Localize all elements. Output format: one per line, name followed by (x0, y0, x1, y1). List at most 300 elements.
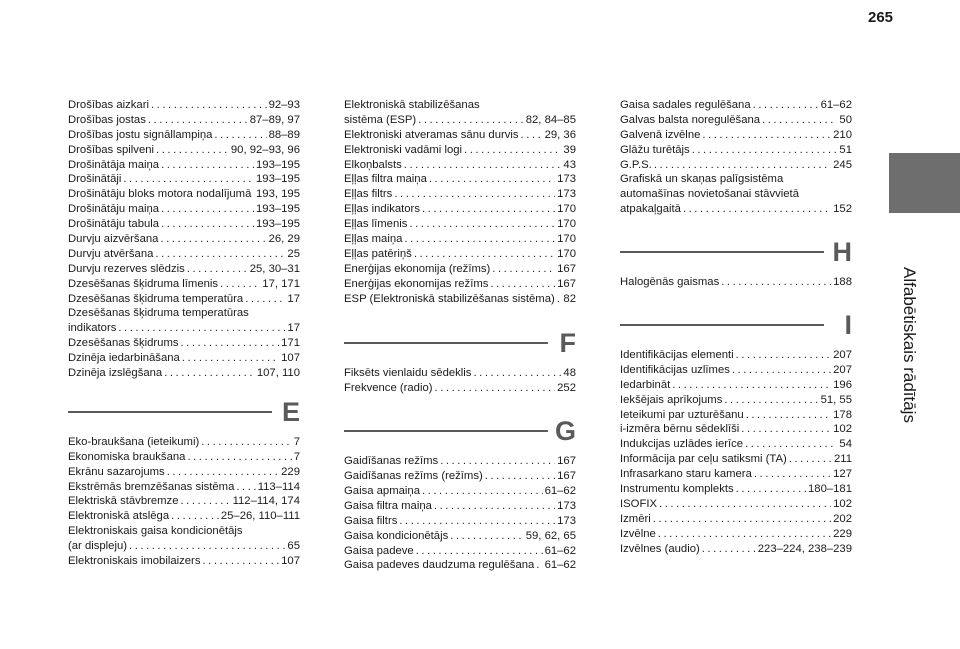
entry-text: Eļļas patēriņš (344, 247, 412, 260)
entry-text: Elektroniski atveramas sānu durvis (344, 128, 519, 141)
index-entry (68, 172, 300, 187)
index-entry (620, 143, 852, 158)
index-entry (68, 336, 300, 351)
entry-pages: 229 (281, 465, 300, 478)
entry-text: Enerģijas ekonomijas režīms (344, 277, 489, 290)
side-title-text: Alfabētiskais rādītājs (900, 266, 919, 423)
section-rule (68, 411, 272, 413)
entry-text: Eļļas maiņa (344, 233, 403, 246)
leader-dots (236, 480, 255, 495)
entry-group (68, 435, 300, 524)
index-entry (344, 172, 576, 187)
leader-dots (683, 202, 831, 217)
index-entry (620, 422, 852, 437)
entry-pages: 65 (287, 540, 300, 553)
leader-dots (434, 499, 555, 514)
entry-pages: 252 (557, 382, 576, 395)
index-entry (68, 262, 300, 277)
leader-dots (409, 217, 555, 232)
entry-group (344, 366, 576, 396)
leader-dots (692, 143, 838, 158)
leader-dots (736, 482, 806, 497)
entry-text: Drošinātāja maiņa (68, 158, 160, 171)
leader-dots (123, 172, 254, 187)
section-letter: E (281, 396, 300, 427)
section-header-e (68, 397, 300, 427)
leader-dots (220, 277, 260, 292)
leader-dots (557, 292, 562, 307)
index-entry (68, 232, 300, 247)
entry-pages: 39 (563, 143, 576, 156)
entry-pages: 92–93 (268, 99, 300, 111)
leader-dots (422, 484, 543, 499)
entry-pages: 29, 36 (544, 128, 576, 141)
leader-dots (654, 158, 831, 173)
index-column-1 (68, 98, 300, 569)
entry-pages: 127 (833, 468, 852, 481)
entry-text: Identifikācijas uzlīmes (620, 363, 730, 376)
index-entry (68, 113, 300, 128)
index-entry (68, 202, 300, 217)
entry-pages: 25 (287, 247, 300, 260)
entry-text: indikators (68, 322, 117, 335)
entry-pages: 193–195 (256, 218, 300, 231)
entry-pages: 61–62 (820, 99, 852, 111)
entry-pages: 82 (563, 292, 576, 305)
index-entry (344, 499, 576, 514)
leader-dots (422, 202, 555, 217)
entry-pages: 152 (833, 203, 852, 216)
index-entry (68, 217, 300, 232)
leader-dots (118, 321, 285, 336)
index-entry (68, 187, 300, 202)
leader-dots (754, 467, 831, 482)
leader-dots (161, 217, 254, 232)
index-entry (68, 292, 300, 307)
index-entry (68, 435, 300, 450)
index-entry (344, 202, 576, 217)
index-entry (344, 514, 576, 529)
entry-line: Dzesēšanas šķidruma temperatūras (68, 307, 249, 320)
entry-text: Eļļas filtrs (344, 188, 393, 201)
entry-pages: 25, 30–31 (249, 262, 300, 275)
entry-pages: 102 (833, 423, 852, 436)
entry-pages: 170 (557, 203, 576, 216)
leader-dots (658, 527, 831, 542)
entry-pages: 107 (281, 352, 300, 365)
leader-dots (253, 187, 254, 202)
entry-text: Durvju rezerves slēdzis (68, 262, 185, 275)
leader-dots (736, 348, 831, 363)
entry-pages: 178 (833, 408, 852, 421)
entry-pages: 54 (839, 438, 852, 451)
leader-dots (414, 247, 555, 262)
page-number: 265 (868, 9, 894, 26)
entry-text: Dzesēšanas šķidruma temperatūra (68, 292, 244, 305)
index-entry (620, 408, 852, 423)
entry-text: Informācija par ceļu satiksmi (TA) (620, 453, 787, 466)
leader-dots (171, 509, 219, 524)
index-entry (344, 292, 576, 307)
entry-text: Eļļas filtra maiņa (344, 173, 427, 186)
leader-dots (429, 172, 555, 187)
index-entry (620, 98, 852, 113)
section-rule (620, 324, 824, 326)
entry-text: Drošinātāju maiņa (68, 203, 160, 216)
entry-pages: 17, 171 (262, 277, 300, 290)
section-letter: H (832, 237, 852, 268)
entry-pages: 88–89 (268, 128, 300, 141)
leader-dots (164, 366, 255, 381)
entry-text: (ar displeju) (68, 540, 128, 553)
entry-text: Ieteikumi par uzturēšanu (620, 408, 744, 421)
multiline-entry (68, 306, 300, 336)
leader-dots (182, 351, 279, 366)
leader-dots (789, 452, 832, 467)
leader-dots (160, 232, 266, 247)
section-tab (889, 153, 960, 213)
entry-text: Ekonomiska braukšana (68, 450, 186, 463)
leader-dots (653, 512, 831, 527)
section-header-h (620, 237, 852, 267)
entry-pages: 61–62 (544, 559, 576, 572)
entry-text: Enerģijas ekonomija (režīms) (344, 262, 491, 275)
entry-pages: 173 (557, 514, 576, 527)
leader-dots (659, 497, 831, 512)
entry-group (620, 348, 852, 556)
index-entry (344, 232, 576, 247)
leader-dots (187, 450, 291, 465)
entry-pages: 50 (839, 113, 852, 126)
entry-line: Elektroniskā stabilizēšanas (344, 99, 480, 111)
leader-dots (202, 554, 279, 569)
index-entry (68, 128, 300, 143)
entry-text: Identifikācijas elementi (620, 349, 734, 362)
leader-dots (490, 277, 555, 292)
leader-dots (721, 275, 831, 290)
index-entry (68, 321, 300, 336)
entry-pages: 193–195 (256, 173, 300, 186)
entry-text: Drošinātāju bloks motora nodalījumā (68, 188, 252, 201)
section-letter: I (844, 310, 852, 341)
entry-text: Dzinēja izslēgšana (68, 367, 163, 380)
entry-pages: 7 (293, 435, 300, 448)
entry-text: Dzesēšanas šķidruma līmenis (68, 277, 219, 290)
entry-text: Gaidīšanas režīms (režīms) (344, 470, 483, 483)
entry-pages: 87–89, 97 (249, 113, 300, 126)
index-entry (68, 539, 300, 554)
leader-dots (151, 98, 267, 113)
entry-pages: 43 (563, 158, 576, 171)
entry-line: automašīnas novietošanai stāvvietā (620, 188, 799, 201)
multiline-entry (68, 524, 300, 554)
entry-text: Gaisa filtra maiņa (344, 499, 432, 512)
leader-dots (440, 454, 555, 469)
index-entry (68, 351, 300, 366)
entry-text: Izvēlnes (audio) (620, 542, 700, 555)
leader-dots (399, 514, 555, 529)
entry-text: Glāžu turētājs (620, 143, 690, 156)
entry-pages: 25–26, 110–111 (220, 510, 300, 523)
leader-dots (492, 262, 555, 277)
index-column-2 (344, 98, 576, 573)
leader-dots (702, 542, 756, 557)
entry-text: Eko-braukšana (ieteikumi) (68, 435, 200, 448)
entry-text: Eļļas indikators (344, 203, 420, 216)
entry-pages: 26, 29 (268, 233, 300, 246)
index-entry (620, 202, 852, 217)
entry-pages: 207 (833, 349, 852, 362)
entry-pages: 210 (833, 128, 852, 141)
entry-pages: 167 (557, 262, 576, 275)
entry-pages: 167 (557, 470, 576, 483)
entry-text: Drošinātāji (68, 173, 122, 186)
entry-pages: 202 (833, 512, 852, 525)
leader-dots (187, 262, 248, 277)
leader-dots (201, 435, 291, 450)
entry-text: Ekstrēmās bremzēšanas sistēma (68, 480, 235, 493)
index-entry (344, 187, 576, 202)
index-entry (344, 484, 576, 499)
entry-text: Gaisa kondicionētājs (344, 529, 449, 542)
section-header-f (344, 328, 576, 358)
entry-pages: 59, 62, 65 (525, 529, 576, 542)
index-entry (620, 452, 852, 467)
index-entry (620, 275, 852, 290)
index-entry (620, 113, 852, 128)
section-rule (620, 251, 824, 253)
leader-dots (485, 469, 555, 484)
leader-dots (404, 158, 562, 173)
entry-group (344, 454, 576, 573)
entry-pages: 48 (563, 367, 576, 380)
entry-text: Gaisa padeve (344, 544, 414, 557)
entry-pages: 188 (833, 276, 852, 289)
leader-dots (741, 422, 831, 437)
entry-text: Dzesēšanas šķidrums (68, 337, 179, 350)
index-entry (344, 158, 576, 173)
index-entry (344, 366, 576, 381)
leader-dots (745, 437, 837, 452)
leader-dots (156, 143, 229, 158)
leader-dots (161, 202, 254, 217)
entry-pages: 173 (557, 499, 576, 512)
leader-dots (181, 336, 280, 351)
entry-text: Elkoņbalsts (344, 158, 402, 171)
entry-text: Halogēnās gaismas (620, 276, 720, 289)
entry-pages: 102 (833, 497, 852, 510)
leader-dots (672, 378, 831, 393)
index-entry (344, 469, 576, 484)
index-entry (620, 363, 852, 378)
index-entry (344, 454, 576, 469)
index-entry (620, 128, 852, 143)
index-entry (68, 465, 300, 480)
index-entry (344, 113, 576, 128)
entry-text: Elektroniskais imobilaizers (68, 555, 201, 568)
entry-text: Fiksēts vienlaidu sēdeklis (344, 367, 472, 380)
leader-dots (148, 113, 248, 128)
index-entry (68, 494, 300, 509)
entry-text: Gaisa padeves daudzuma regulēšana (344, 559, 535, 572)
entry-text: Ekrānu sazarojums (68, 465, 165, 478)
leader-dots (245, 292, 285, 307)
index-entry (620, 467, 852, 482)
entry-pages: 17 (287, 322, 300, 335)
index-entry (344, 277, 576, 292)
entry-pages: 193–195 (256, 203, 300, 216)
index-entry (620, 378, 852, 393)
entry-pages: 229 (833, 527, 852, 540)
index-entry (344, 247, 576, 262)
index-entry (68, 554, 300, 569)
entry-pages: 107, 110 (256, 367, 300, 380)
entry-pages: 207 (833, 363, 852, 376)
entry-text: Drošības jostu signāllampiņa (68, 128, 213, 141)
index-entry (68, 450, 300, 465)
entry-group (620, 98, 852, 172)
leader-dots (762, 113, 837, 128)
leader-dots (521, 128, 543, 143)
entry-text: Eļļas līmenis (344, 218, 408, 231)
leader-dots (702, 128, 831, 143)
entry-group (620, 275, 852, 290)
index-entry (344, 529, 576, 544)
entry-line: Elektroniskais gaisa kondicionētājs (68, 525, 243, 538)
entry-text: atpakaļgaitā (620, 203, 681, 216)
entry-pages: 51 (839, 143, 852, 156)
entry-pages: 171 (281, 337, 300, 350)
index-entry (620, 348, 852, 363)
entry-text: Drošības spilveni (68, 143, 155, 156)
entry-pages: 211 (833, 453, 852, 466)
entry-group (68, 98, 300, 306)
leader-dots (155, 247, 285, 262)
entry-text: Instrumentu komplekts (620, 483, 734, 496)
index-entry (620, 393, 852, 408)
entry-line: Grafiskā un skaņas palīgsistēma (620, 173, 784, 186)
index-entry (620, 158, 852, 173)
index-column-3 (620, 98, 852, 556)
index-entry (344, 544, 576, 559)
entry-pages: 173 (557, 173, 576, 186)
section-header-g (344, 416, 576, 446)
index-entry (344, 381, 576, 396)
section-letter: F (559, 328, 576, 359)
leader-dots (724, 393, 818, 408)
entry-text: Infrasarkano staru kamera (620, 468, 752, 481)
multiline-entry (620, 172, 852, 217)
entry-pages: 170 (557, 218, 576, 231)
index-entry (620, 482, 852, 497)
entry-text: ISOFIX (620, 497, 658, 510)
entry-pages: 193–195 (256, 158, 300, 171)
entry-text: sistēma (ESP) (344, 113, 417, 126)
index-entry (620, 542, 852, 557)
index-entry (68, 277, 300, 292)
entry-pages: 17 (287, 292, 300, 305)
index-entry (68, 480, 300, 495)
entry-pages: 173 (557, 188, 576, 201)
entry-pages: 90, 92–93, 96 (230, 143, 300, 156)
entry-text: Drošības aizkari (68, 99, 149, 111)
entry-text: Gaisa apmaiņa (344, 485, 420, 498)
leader-dots (214, 128, 266, 143)
section-rule (344, 430, 548, 432)
entry-text: Durvju aizvēršana (68, 233, 159, 246)
entry-text: Durvju atvēršana (68, 247, 154, 260)
index-entry (620, 437, 852, 452)
entry-pages: 245 (833, 158, 852, 171)
multiline-entry (344, 98, 576, 128)
entry-text: Gaidīšanas režīms (344, 455, 439, 468)
entry-pages: 61–62 (544, 544, 576, 557)
section-letter: G (554, 416, 576, 447)
leader-dots (732, 363, 831, 378)
entry-pages: 7 (293, 450, 300, 463)
entry-pages: 167 (557, 455, 576, 468)
leader-dots (416, 544, 543, 559)
leader-dots (464, 143, 561, 158)
entry-text: Drošinātāju tabula (68, 218, 160, 231)
entry-pages: 82, 84–85 (525, 113, 576, 126)
entry-pages: 170 (557, 233, 576, 246)
index-entry (344, 128, 576, 143)
entry-text: Elektroniski vadāmi logi (344, 143, 463, 156)
entry-text: Iedarbināt (620, 378, 671, 391)
entry-pages: 112–114, 174 (232, 495, 300, 508)
entry-text: Dzinēja iedarbināšana (68, 352, 180, 365)
entry-text: Indukcijas uzlādes ierīce (620, 438, 744, 451)
entry-text: Izvēlne (620, 527, 656, 540)
entry-text: G.P.S. (620, 158, 652, 171)
entry-pages: 167 (557, 277, 576, 290)
index-entry (68, 98, 300, 113)
index-entry (620, 497, 852, 512)
entry-text: Galvas balsta noregulēšana (620, 113, 761, 126)
section-rule (344, 342, 548, 344)
entry-pages: 193, 195 (256, 188, 300, 201)
entry-text: Elektriskā stāvbremze (68, 495, 179, 508)
entry-text: Iekšējais aprīkojums (620, 393, 723, 406)
entry-text: Drošības jostas (68, 113, 146, 126)
leader-dots (536, 558, 542, 573)
entry-text: Galvenā izvēlne (620, 128, 701, 141)
leader-dots (450, 529, 523, 544)
leader-dots (418, 113, 524, 128)
leader-dots (473, 366, 561, 381)
entry-pages: 51, 55 (820, 393, 852, 406)
index-entry (68, 143, 300, 158)
entry-text: Gaisa sadales regulēšana (620, 99, 751, 111)
entry-pages: 107 (281, 555, 300, 568)
leader-dots (404, 232, 555, 247)
index-entry (68, 509, 300, 524)
index-entry (344, 217, 576, 232)
leader-dots (181, 494, 231, 509)
entry-text: i-izmēra bērnu sēdeklīši (620, 423, 740, 436)
leader-dots (394, 187, 555, 202)
entry-group (68, 336, 300, 381)
entry-pages: 113–114 (257, 480, 300, 493)
section-header-i (620, 310, 852, 340)
index-entry (620, 512, 852, 527)
entry-text: ESP (Elektroniskā stabilizēšanas sistēma) (344, 292, 555, 305)
leader-dots (161, 158, 254, 173)
entry-pages: 223–224, 238–239 (757, 542, 852, 555)
index-entry (344, 143, 576, 158)
index-entry (344, 262, 576, 277)
